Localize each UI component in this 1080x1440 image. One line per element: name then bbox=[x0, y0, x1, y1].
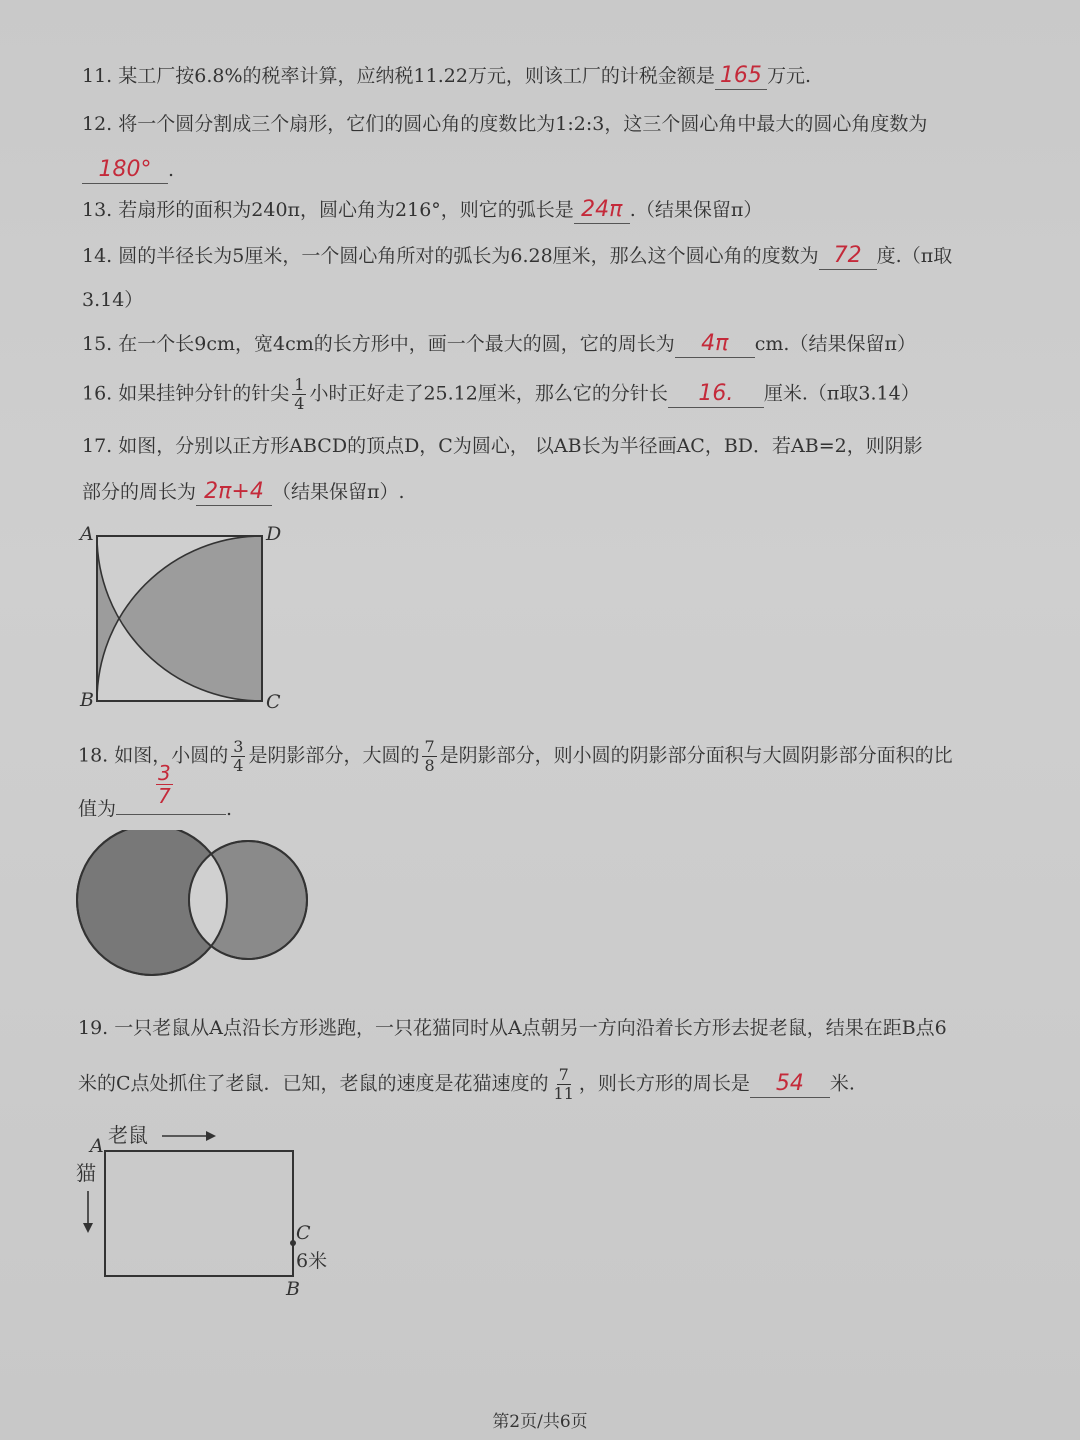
distance-label: 6米 bbox=[296, 1250, 328, 1272]
answer-18: 3 7 bbox=[116, 788, 226, 815]
answer-15: 4π bbox=[675, 331, 755, 358]
figure-17-square-arcs bbox=[70, 520, 300, 715]
question-16: 16. 如果挂钟分针的针尖 $\frac{1}{4}$ 小时正好走了25.12厘米，那么它的分针长 16. 厘米.（π取3.14） bbox=[82, 375, 920, 413]
question-14-line2: 3.14） bbox=[82, 289, 144, 311]
fraction-7-11: $\frac{7}{11}$ bbox=[553, 1065, 574, 1103]
question-11: 11. 某工厂按6.8%的税率计算，应纳税11.22万元，则该工厂的计税金额是 165 万元. bbox=[82, 63, 811, 88]
fraction-3-4: $\frac{3}{4}$ bbox=[233, 737, 244, 775]
figure-18-circles bbox=[70, 830, 320, 980]
answer-12: 180° bbox=[82, 157, 168, 184]
question-13: 13. 若扇形的面积为240π，圆心角为216°，则它的弧长是 24π .（结果保留π） bbox=[82, 197, 763, 222]
answer-16: 16. bbox=[668, 381, 764, 408]
label-a: A bbox=[90, 1135, 104, 1157]
question-19-line2: 米的C点处抓住了老鼠．已知，老鼠的速度是花猫速度的 $\frac{7}{11}$ ，则长方形的周长是 54 米. bbox=[78, 1065, 855, 1103]
mouse-label: 老鼠 bbox=[108, 1123, 148, 1147]
question-17: 17. 如图，分别以正方形ABCD的顶点D，C为圆心， 以AB长为半径画AC，BD．若AB=2，则阴影 bbox=[82, 435, 923, 457]
label-c: C bbox=[296, 1222, 311, 1244]
page-footer: 第2页/共6页 bbox=[492, 1412, 588, 1432]
fraction-1-4: $\frac{1}{4}$ bbox=[294, 375, 305, 413]
question-18-line2: 值为 3 7 . bbox=[78, 761, 233, 820]
answer-17: 2π+4 bbox=[196, 479, 272, 506]
question-15: 15. 在一个长9cm，宽4cm的长方形中，画一个最大的圆，它的周长为 4π cm.（结果保留π） bbox=[82, 331, 916, 356]
label-b: B bbox=[80, 689, 94, 711]
answer-11: 165 bbox=[715, 63, 767, 90]
label-a: A bbox=[80, 523, 94, 545]
question-18: 18. 如图，小圆的 $\frac{3}{4}$ 是阴影部分，大圆的 $\frac{7}{8}$ 是阴影部分，则小圆的阴影部分面积与大圆阴影部分面积的比 bbox=[78, 737, 953, 775]
question-12: 12. 将一个圆分割成三个扇形，它们的圆心角的度数比为1:2:3，这三个圆心角中最大的圆心角度数为 bbox=[82, 113, 928, 135]
cat-label: 猫 bbox=[76, 1161, 96, 1185]
answer-13: 24π bbox=[574, 197, 630, 224]
question-17-line2: 部分的周长为 2π+4 （结果保留π）. bbox=[82, 479, 405, 504]
question-19: 19. 一只老鼠从A点沿长方形逃跑，一只花猫同时从A点朝另一方向沿着长方形去捉老鼠，结果在距B点6 bbox=[78, 1017, 947, 1039]
question-12-answer-line: 180° . bbox=[82, 156, 174, 184]
rectangle bbox=[105, 1151, 293, 1276]
label-c: C bbox=[266, 691, 281, 713]
figure-19-rectangle-chase bbox=[70, 1115, 350, 1305]
answer-14: 72 bbox=[819, 243, 877, 270]
fraction-7-8: $\frac{7}{8}$ bbox=[424, 737, 435, 775]
label-b: B bbox=[286, 1278, 300, 1300]
question-14: 14. 圆的半径长为5厘米，一个圆心角所对的弧长为6.28厘米，那么这个圆心角的度数为 72 度.（π取 bbox=[82, 243, 953, 268]
label-d: D bbox=[266, 523, 282, 545]
answer-19: 54 bbox=[750, 1071, 830, 1098]
